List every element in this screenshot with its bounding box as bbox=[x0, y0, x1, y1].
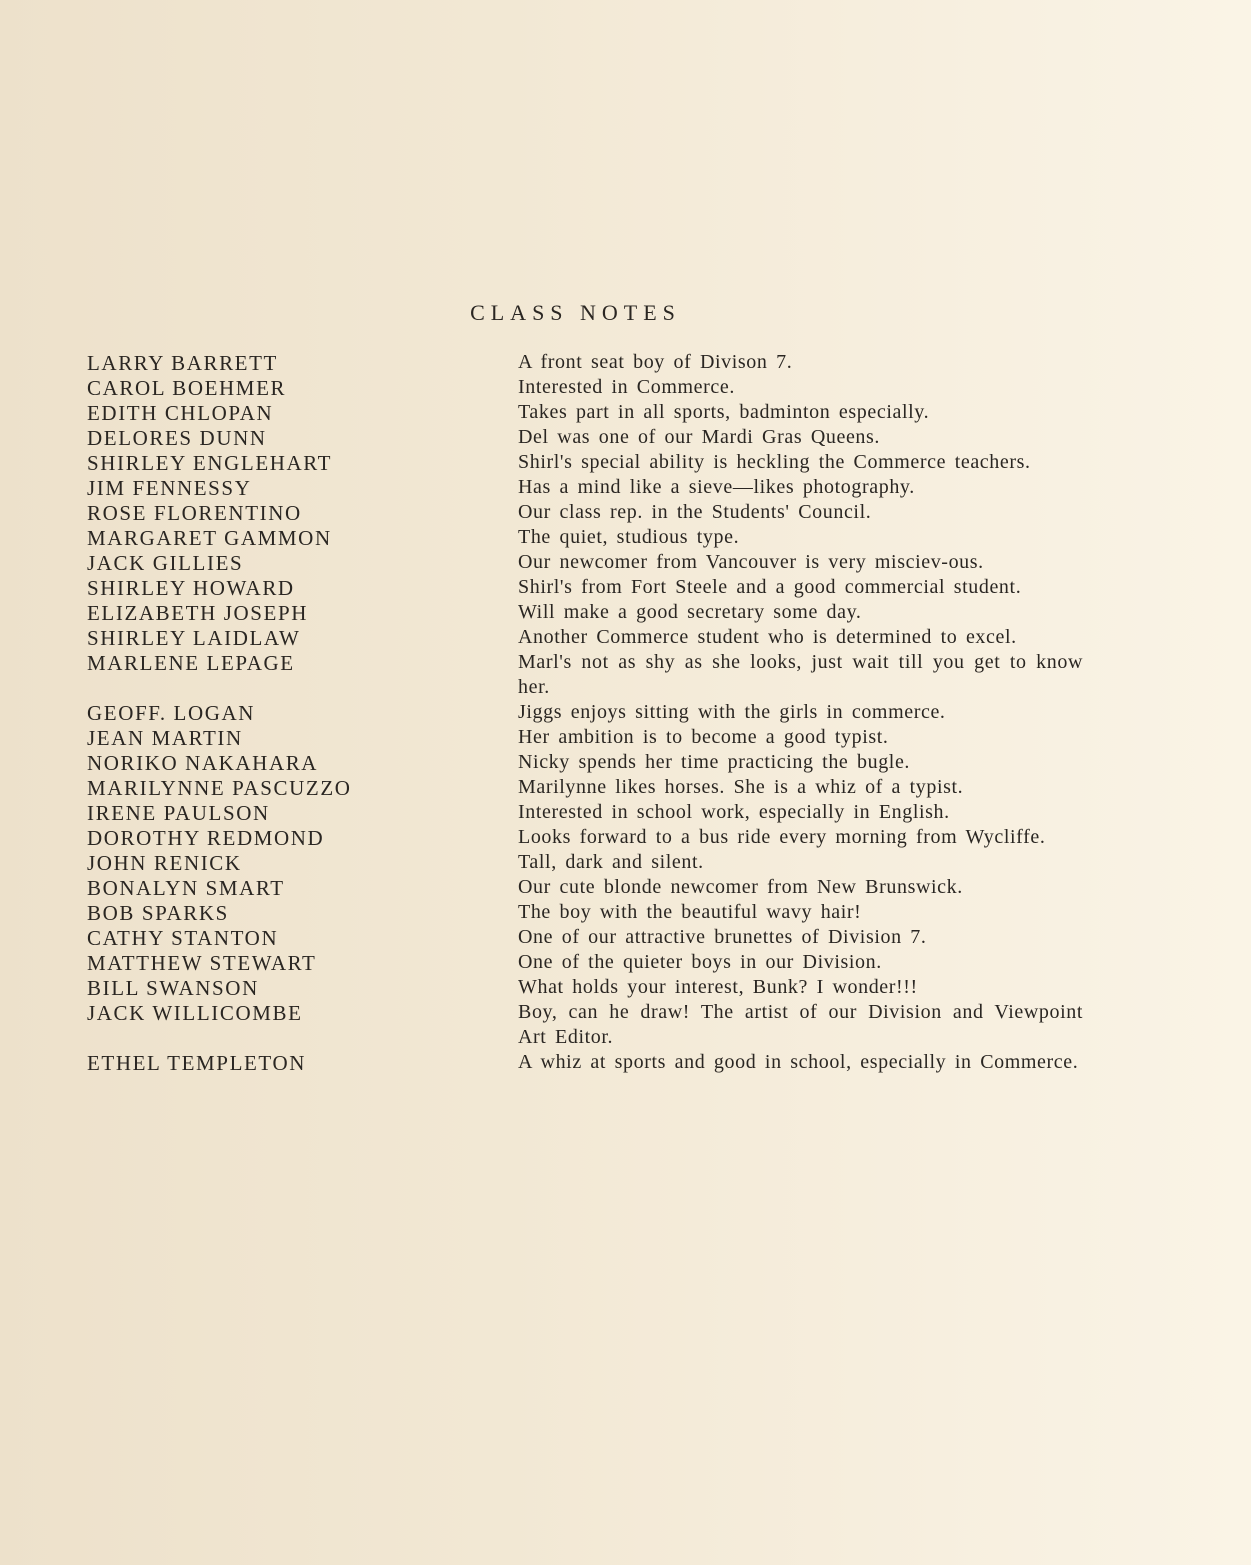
class-note-entry bbox=[0, 575, 1251, 600]
class-note-entry bbox=[0, 950, 1251, 975]
student-name: DELORES DUNN bbox=[87, 426, 267, 450]
student-name: CAROL BOEHMER bbox=[87, 376, 287, 400]
student-name: DOROTHY REDMOND bbox=[87, 826, 325, 850]
student-note: Nicky spends her time practicing the bugle. bbox=[518, 751, 911, 773]
student-name: IRENE PAULSON bbox=[87, 801, 270, 825]
student-name: SHIRLEY HOWARD bbox=[87, 576, 295, 600]
student-name: JACK GILLIES bbox=[87, 551, 244, 575]
student-note: Takes part in all sports, badminton especially. bbox=[518, 401, 930, 423]
class-note-entry bbox=[0, 925, 1251, 950]
class-note-entry bbox=[0, 400, 1251, 425]
student-name: ROSE FLORENTINO bbox=[87, 501, 302, 525]
student-note: Our class rep. in the Students' Council. bbox=[518, 501, 872, 523]
student-name: NORIKO NAKAHARA bbox=[87, 751, 319, 775]
student-note: Jiggs enjoys sitting with the girls in commerce. bbox=[518, 701, 946, 723]
student-note: One of the quieter boys in our Division. bbox=[518, 951, 882, 973]
student-note: A whiz at sports and good in school, especially in Commerce. bbox=[518, 1051, 1079, 1073]
student-note: A front seat boy of Divison 7. bbox=[518, 351, 793, 373]
class-note-entry bbox=[0, 850, 1251, 875]
student-name: BOB SPARKS bbox=[87, 901, 229, 925]
student-name: LARRY BARRETT bbox=[87, 351, 278, 375]
student-note: Looks forward to a bus ride every morning from Wycliffe. bbox=[518, 826, 1046, 848]
student-note: What holds your interest, Bunk? I wonder!!! bbox=[518, 976, 918, 998]
class-note-entry bbox=[0, 650, 1251, 700]
class-note-entry bbox=[0, 475, 1251, 500]
student-name: MARLENE LEPAGE bbox=[87, 651, 295, 675]
student-note: Marilynne likes horses. She is a whiz of a typist. bbox=[518, 776, 964, 798]
student-name: BONALYN SMART bbox=[87, 876, 285, 900]
student-name: JIM FENNESSY bbox=[87, 476, 252, 500]
page-title: CLASS NOTES bbox=[470, 300, 681, 325]
class-note-entry bbox=[0, 500, 1251, 525]
student-name: JACK WILLICOMBE bbox=[87, 1001, 303, 1025]
student-note: Tall, dark and silent. bbox=[518, 851, 704, 873]
class-note-entry bbox=[0, 775, 1251, 800]
student-note: Interested in school work, especially in English. bbox=[518, 801, 950, 823]
student-note: Her ambition is to become a good typist. bbox=[518, 726, 889, 748]
student-name: SHIRLEY LAIDLAW bbox=[87, 626, 301, 650]
class-note-entry bbox=[0, 900, 1251, 925]
class-note-entry bbox=[0, 450, 1251, 475]
class-note-entry bbox=[0, 550, 1251, 575]
student-note: Has a mind like a sieve—likes photography. bbox=[518, 476, 915, 498]
class-note-entry bbox=[0, 825, 1251, 850]
class-note-entry bbox=[0, 700, 1251, 725]
student-note: The quiet, studious type. bbox=[518, 526, 740, 548]
student-name: MARILYNNE PASCUZZO bbox=[87, 776, 352, 800]
class-notes-list bbox=[0, 350, 1251, 1075]
class-note-entry bbox=[0, 800, 1251, 825]
class-note-entry bbox=[0, 1050, 1251, 1075]
student-name: ETHEL TEMPLETON bbox=[87, 1051, 307, 1075]
class-note-entry bbox=[0, 600, 1251, 625]
class-note-entry bbox=[0, 1000, 1251, 1050]
student-note: Marl's not as shy as she looks, just wait till you get to know her. bbox=[518, 651, 1083, 698]
student-note: Our cute blonde newcomer from New Brunswick. bbox=[518, 876, 963, 898]
student-name: EDITH CHLOPAN bbox=[87, 401, 274, 425]
student-note: Will make a good secretary some day. bbox=[518, 601, 862, 623]
student-name: JEAN MARTIN bbox=[87, 726, 243, 750]
class-note-entry bbox=[0, 725, 1251, 750]
class-note-entry bbox=[0, 425, 1251, 450]
student-name: MATTHEW STEWART bbox=[87, 951, 317, 975]
student-name: BILL SWANSON bbox=[87, 976, 259, 1000]
student-name: GEOFF. LOGAN bbox=[87, 701, 256, 725]
student-name: MARGARET GAMMON bbox=[87, 526, 332, 550]
student-name: ELIZABETH JOSEPH bbox=[87, 601, 309, 625]
student-name: SHIRLEY ENGLEHART bbox=[87, 451, 333, 475]
class-note-entry bbox=[0, 625, 1251, 650]
student-note: Shirl's from Fort Steele and a good commercial student. bbox=[518, 576, 1022, 598]
student-note: Del was one of our Mardi Gras Queens. bbox=[518, 426, 880, 448]
student-note: Shirl's special ability is heckling the Commerce teachers. bbox=[518, 451, 1031, 473]
student-note: Boy, can he draw! The artist of our Division and Viewpoint Art Editor. bbox=[518, 1001, 1083, 1048]
class-note-entry bbox=[0, 975, 1251, 1000]
student-note: The boy with the beautiful wavy hair! bbox=[518, 901, 862, 923]
student-note: Our newcomer from Vancouver is very misciev-ous. bbox=[518, 551, 984, 573]
student-note: Another Commerce student who is determined to excel. bbox=[518, 626, 1017, 648]
student-note: One of our attractive brunettes of Division 7. bbox=[518, 926, 927, 948]
student-note: Interested in Commerce. bbox=[518, 376, 735, 398]
class-note-entry bbox=[0, 750, 1251, 775]
class-note-entry bbox=[0, 525, 1251, 550]
class-note-entry bbox=[0, 350, 1251, 375]
class-note-entry bbox=[0, 875, 1251, 900]
class-note-entry bbox=[0, 375, 1251, 400]
student-name: CATHY STANTON bbox=[87, 926, 279, 950]
student-name: JOHN RENICK bbox=[87, 851, 242, 875]
